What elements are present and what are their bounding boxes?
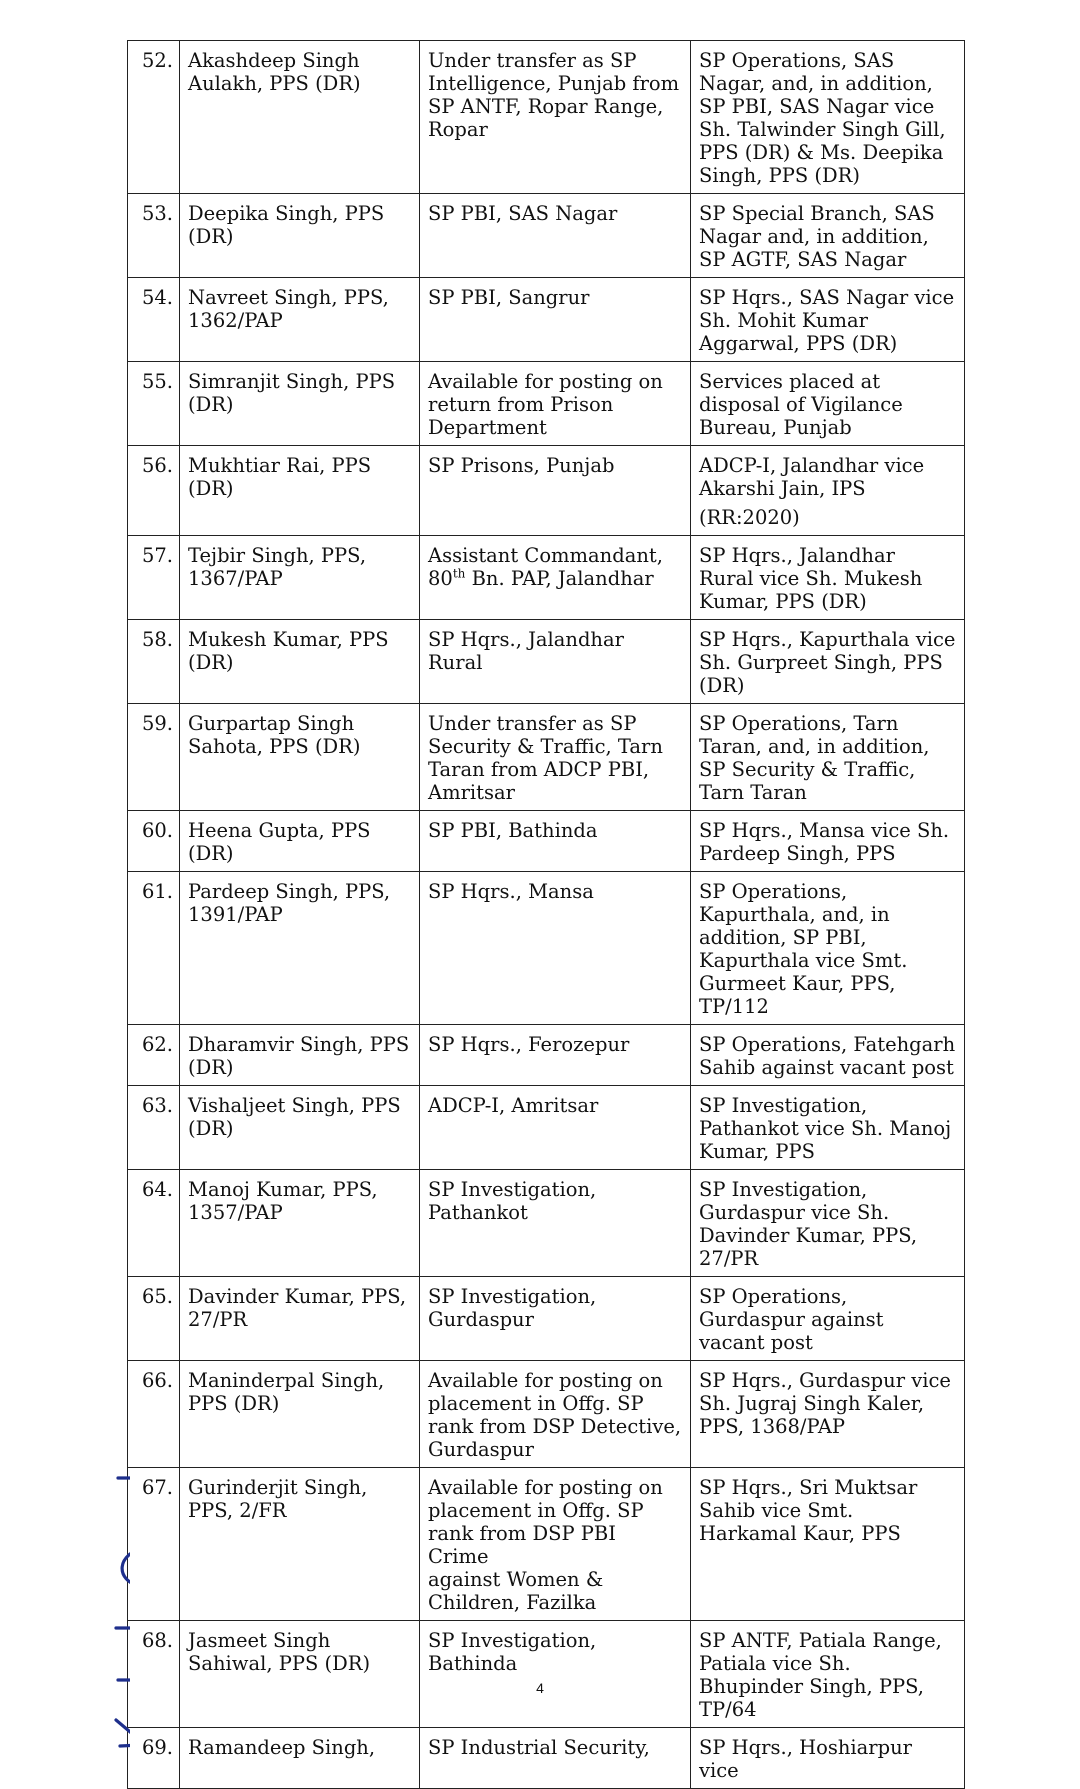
officer-name	[180, 41, 420, 194]
officer-name-text: Mukhtiar Rai, PPS (DR)	[188, 454, 372, 500]
to-posting-text: SP Hqrs., SAS Nagar vice Sh. Mohit Kumar Aggarwal, PPS (DR)	[699, 286, 955, 355]
row-number	[128, 362, 180, 446]
row-number-text: 58.	[141, 628, 173, 651]
to-posting-text: SP Operations, Kapurthala, and, in addition, SP PBI, Kapurthala vice Smt. Gurmeet Kaur, PPS, TP/112	[699, 880, 908, 1018]
officer-name-text: Tejbir Singh, PPS, 1367/PAP	[188, 544, 367, 590]
officer-name	[180, 1170, 420, 1277]
to-posting	[691, 1468, 965, 1621]
to-posting	[691, 704, 965, 811]
table-row	[128, 536, 965, 620]
row-number-text: 66.	[141, 1369, 173, 1392]
table-row	[128, 1621, 965, 1728]
row-number	[128, 278, 180, 362]
table-row	[128, 1277, 965, 1361]
table-row	[128, 278, 965, 362]
table-row	[128, 620, 965, 704]
batch-note: (RR:2020)	[699, 506, 800, 529]
from-posting-text: SP PBI, SAS Nagar	[428, 202, 618, 225]
to-posting-text: SP Hqrs., Mansa vice Sh. Pardeep Singh, PPS	[699, 819, 950, 865]
row-number-text: 56.	[141, 454, 173, 477]
officer-name	[180, 1728, 420, 1789]
from-posting	[420, 1277, 691, 1361]
row-number	[128, 446, 180, 536]
officer-name	[180, 446, 420, 536]
from-posting	[420, 620, 691, 704]
row-number	[128, 811, 180, 872]
table-row	[128, 362, 965, 446]
to-posting-text: SP Special Branch, SAS Nagar and, in addition, SP AGTF, SAS Nagar	[699, 202, 935, 271]
row-number-text: 55.	[141, 370, 173, 393]
row-number-text: 52.	[141, 49, 173, 72]
to-posting-text: SP Hqrs., Jalandhar Rural vice Sh. Mukesh Kumar, PPS (DR)	[699, 544, 923, 613]
to-posting-text: SP ANTF, Patiala Range, Patiala vice Sh. Bhupinder Singh, PPS, TP/64	[699, 1629, 942, 1721]
from-posting-text: SP Investigation, Pathankot	[428, 1178, 597, 1224]
row-number-text: 67.	[141, 1476, 173, 1499]
table-row	[128, 446, 965, 536]
row-number-text: 65.	[141, 1285, 173, 1308]
row-number-text: 61.	[141, 880, 173, 903]
to-posting	[691, 1728, 965, 1789]
officer-name	[180, 278, 420, 362]
officer-name-text: Dharamvir Singh, PPS (DR)	[188, 1033, 410, 1079]
officer-name-text: Mukesh Kumar, PPS (DR)	[188, 628, 389, 674]
officer-name	[180, 811, 420, 872]
to-posting	[691, 1025, 965, 1086]
from-posting	[420, 1468, 691, 1621]
from-posting-text: SP PBI, Bathinda	[428, 819, 598, 842]
from-posting-text: SP Investigation, Bathinda	[428, 1629, 597, 1675]
from-posting-text: Available for posting on placement in Offg. SP rank from DSP Detective, Gurdaspur	[428, 1369, 682, 1461]
from-posting	[420, 872, 691, 1025]
row-number	[128, 1277, 180, 1361]
to-posting	[691, 194, 965, 278]
from-posting-text: SP PBI, Sangrur	[428, 286, 590, 309]
officer-name	[180, 536, 420, 620]
officer-name-text: Gurpartap Singh Sahota, PPS (DR)	[188, 712, 361, 758]
table-row	[128, 811, 965, 872]
to-posting-text: SP Operations, Tarn Taran, and, in addition, SP Security & Traffic, Tarn Taran	[699, 712, 930, 804]
to-posting	[691, 362, 965, 446]
from-posting-text: Under transfer as SP Intelligence, Punjab from SP ANTF, Ropar Range, Ropar	[428, 49, 680, 141]
from-posting-text: Assistant Commandant, 80	[428, 544, 663, 590]
to-posting	[691, 1361, 965, 1468]
from-posting	[420, 1025, 691, 1086]
from-posting	[420, 704, 691, 811]
to-posting-text: SP Operations, Gurdaspur against vacant post	[699, 1285, 884, 1354]
row-number	[128, 704, 180, 811]
to-posting	[691, 536, 965, 620]
row-number-text: 64.	[141, 1178, 173, 1201]
from-posting	[420, 1086, 691, 1170]
to-posting	[691, 1277, 965, 1361]
officer-name	[180, 872, 420, 1025]
from-posting-text: SP Investigation, Gurdaspur	[428, 1285, 597, 1331]
from-posting	[420, 1728, 691, 1789]
row-number-text: 57.	[141, 544, 173, 567]
from-posting-text: SP Hqrs., Mansa	[428, 880, 594, 903]
officer-name	[180, 1621, 420, 1728]
officer-name	[180, 362, 420, 446]
row-number-text: 59.	[141, 712, 173, 735]
from-posting-text: SP Hqrs., Jalandhar Rural	[428, 628, 624, 674]
from-posting	[420, 278, 691, 362]
officer-name-text: Maninderpal Singh, PPS (DR)	[188, 1369, 385, 1415]
row-number	[128, 872, 180, 1025]
officer-name-text: Davinder Kumar, PPS, 27/PR	[188, 1285, 407, 1331]
from-posting-text: SP Industrial Security,	[428, 1736, 650, 1759]
transfer-table	[127, 40, 965, 1789]
row-number	[128, 1170, 180, 1277]
row-number-text: 53.	[141, 202, 173, 225]
row-number	[128, 1086, 180, 1170]
to-posting-text: SP Investigation, Gurdaspur vice Sh. Davinder Kumar, PPS, 27/PR	[699, 1178, 918, 1270]
row-number	[128, 194, 180, 278]
table-row	[128, 41, 965, 194]
officer-name	[180, 1468, 420, 1621]
row-number	[128, 1468, 180, 1621]
to-posting-text: SP Hqrs., Hoshiarpur vice	[699, 1736, 912, 1782]
to-posting	[691, 1086, 965, 1170]
from-posting	[420, 194, 691, 278]
table-row	[128, 1361, 965, 1468]
ordinal-suffix: th	[452, 566, 466, 581]
from-posting-text: ADCP-I, Amritsar	[428, 1094, 599, 1117]
officer-name-text: Heena Gupta, PPS (DR)	[188, 819, 371, 865]
from-posting-text: Available for posting on return from Prison Department	[428, 370, 663, 439]
to-posting-text: Services placed at disposal of Vigilance Bureau, Punjab	[699, 370, 903, 439]
officer-name	[180, 1025, 420, 1086]
from-posting	[420, 1361, 691, 1468]
to-posting-text: SP Investigation, Pathankot vice Sh. Manoj Kumar, PPS	[699, 1094, 952, 1163]
to-posting-text: SP Hqrs., Gurdaspur vice Sh. Jugraj Singh Kaler, PPS, 1368/PAP	[699, 1369, 951, 1438]
to-posting-text: ADCP-I, Jalandhar vice Akarshi Jain, IPS	[699, 454, 925, 500]
table-row	[128, 1728, 965, 1789]
officer-name	[180, 1277, 420, 1361]
from-posting-text: SP Prisons, Punjab	[428, 454, 615, 477]
to-posting	[691, 41, 965, 194]
row-number	[128, 536, 180, 620]
officer-name-text: Vishaljeet Singh, PPS (DR)	[188, 1094, 401, 1140]
officer-name-text: Akashdeep Singh Aulakh, PPS (DR)	[188, 49, 361, 95]
officer-name-text: Navreet Singh, PPS, 1362/PAP	[188, 286, 389, 332]
row-number	[128, 1025, 180, 1086]
to-posting-text: SP Hqrs., Kapurthala vice Sh. Gurpreet Singh, PPS (DR)	[699, 628, 956, 697]
officer-name	[180, 1361, 420, 1468]
from-posting	[420, 41, 691, 194]
to-posting-text: SP Hqrs., Sri Muktsar Sahib vice Smt. Harkamal Kaur, PPS	[699, 1476, 918, 1545]
to-posting	[691, 278, 965, 362]
from-posting-text: Bn. PAP, Jalandhar	[465, 567, 654, 590]
to-posting	[691, 872, 965, 1025]
table-row	[128, 1468, 965, 1621]
row-number	[128, 620, 180, 704]
officer-name-text: Pardeep Singh, PPS, 1391/PAP	[188, 880, 391, 926]
officer-name	[180, 194, 420, 278]
to-posting	[691, 446, 965, 536]
from-posting	[420, 362, 691, 446]
officer-name	[180, 704, 420, 811]
to-posting	[691, 1621, 965, 1728]
page-number: 4	[536, 1680, 544, 1696]
to-posting	[691, 1170, 965, 1277]
to-posting-text: SP Operations, SAS Nagar, and, in addition, SP PBI, SAS Nagar vice Sh. Talwinder Singh Gill, PPS (DR) & Ms. Deepika Singh, PPS (DR)	[699, 49, 946, 187]
officer-name-text: Simranjit Singh, PPS (DR)	[188, 370, 396, 416]
from-posting-text: Available for posting on placement in Offg. SP rank from DSP PBI Crime against Women & Children, Fazilka	[428, 1476, 663, 1614]
row-number-text: 54.	[141, 286, 173, 309]
table-row	[128, 1170, 965, 1277]
table-row	[128, 1086, 965, 1170]
row-number	[128, 1621, 180, 1728]
table-row	[128, 194, 965, 278]
from-posting-text: Under transfer as SP Security & Traffic, Tarn Taran from ADCP PBI, Amritsar	[428, 712, 663, 804]
to-posting	[691, 620, 965, 704]
from-posting-text: SP Hqrs., Ferozepur	[428, 1033, 630, 1056]
officer-name-text: Ramandeep Singh,	[188, 1736, 376, 1759]
from-posting	[420, 1621, 691, 1728]
row-number	[128, 1361, 180, 1468]
signature	[40, 1420, 130, 1760]
officer-name-text: Manoj Kumar, PPS, 1357/PAP	[188, 1178, 378, 1224]
officer-name-text: Jasmeet Singh Sahiwal, PPS (DR)	[188, 1629, 371, 1675]
row-number	[128, 41, 180, 194]
table-row	[128, 872, 965, 1025]
row-number-text: 60.	[141, 819, 173, 842]
table-row	[128, 1025, 965, 1086]
row-number	[128, 1728, 180, 1789]
row-number-text: 69.	[141, 1736, 173, 1759]
from-posting	[420, 1170, 691, 1277]
from-posting	[420, 446, 691, 536]
row-number-text: 62.	[141, 1033, 173, 1056]
row-number-text: 68.	[141, 1629, 173, 1652]
from-posting	[420, 811, 691, 872]
from-posting	[420, 536, 691, 620]
row-number-text: 63.	[141, 1094, 173, 1117]
officer-name-text: Gurinderjit Singh, PPS, 2/FR	[188, 1476, 368, 1522]
officer-name	[180, 620, 420, 704]
to-posting-text: SP Operations, Fatehgarh Sahib against vacant post	[699, 1033, 956, 1079]
officer-name	[180, 1086, 420, 1170]
officer-name-text: Deepika Singh, PPS (DR)	[188, 202, 385, 248]
to-posting	[691, 811, 965, 872]
table-row	[128, 704, 965, 811]
